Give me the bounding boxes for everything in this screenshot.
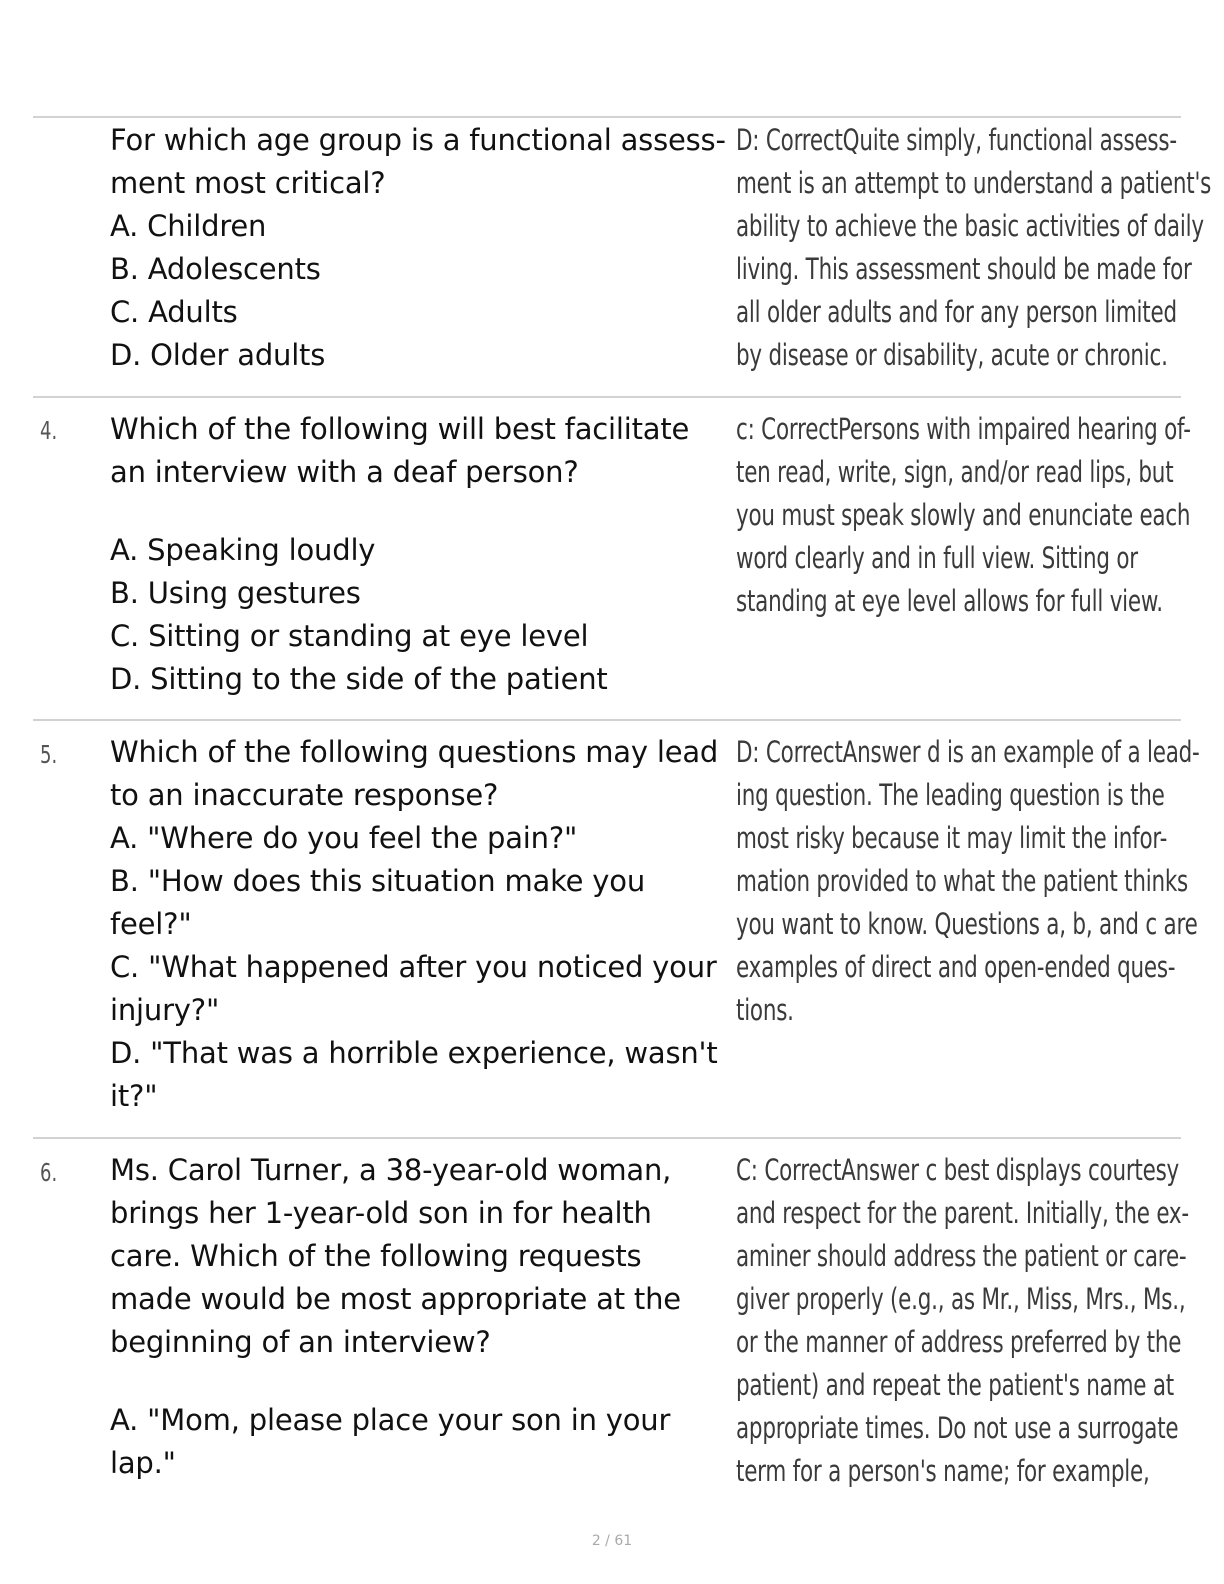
page-indicator: 2 / 61 bbox=[591, 1533, 633, 1549]
answer-explanation bbox=[736, 119, 1211, 377]
answer-line: patient) and repeat the patient's name at bbox=[736, 1368, 1174, 1402]
answer-line: ability to achieve the basic activities of daily bbox=[736, 209, 1204, 243]
question-line: Which of the following will best facilitate bbox=[110, 412, 690, 446]
option-c: C. Sitting or standing at eye level bbox=[110, 619, 589, 653]
answer-line: D: CorrectAnswer d is an example of a lead- bbox=[736, 735, 1200, 769]
option-b: B. Adolescents bbox=[110, 252, 321, 286]
question-line: made would be most appropriate at the bbox=[110, 1282, 681, 1316]
option-b: B. Using gestures bbox=[110, 576, 361, 610]
option-d: D. Older adults bbox=[110, 338, 326, 372]
option-d: D. Sitting to the side of the patient bbox=[110, 662, 608, 696]
answer-explanation bbox=[736, 1149, 1189, 1493]
question-line: For which age group is a functional assess- bbox=[110, 123, 726, 157]
answer-line: D: CorrectQuite simply, functional assess- bbox=[736, 123, 1177, 157]
question-line: Ms. Carol Turner, a 38-year-old woman, bbox=[110, 1153, 672, 1187]
answer-line: ing question. The leading question is the bbox=[736, 778, 1165, 812]
option-c: C. "What happened after you noticed your bbox=[110, 950, 717, 984]
option-a: A. Children bbox=[110, 209, 267, 243]
question-line: to an inaccurate response? bbox=[110, 778, 499, 812]
option-d-cont: it?" bbox=[110, 1079, 158, 1113]
question-number: 6. bbox=[40, 1158, 58, 1187]
divider bbox=[33, 1137, 1181, 1139]
answer-line: ment is an attempt to understand a patient's bbox=[736, 166, 1212, 200]
option-a: A. "Where do you feel the pain?" bbox=[110, 821, 578, 855]
question-line: beginning of an interview? bbox=[110, 1325, 491, 1359]
question-line: ment most critical? bbox=[110, 166, 386, 200]
question-line: an interview with a deaf person? bbox=[110, 455, 579, 489]
answer-line: or the manner of address preferred by the bbox=[736, 1325, 1182, 1359]
question-number: 5. bbox=[40, 740, 58, 769]
divider bbox=[33, 719, 1181, 721]
answer-line: term for a person's name; for example, bbox=[736, 1454, 1150, 1488]
answer-explanation bbox=[736, 731, 1200, 1032]
answer-line: ten read, write, sign, and/or read lips, but bbox=[736, 455, 1174, 489]
question-block bbox=[110, 731, 740, 1118]
answer-line: all older adults and for any person limited bbox=[736, 295, 1177, 329]
answer-line: by disease or disability, acute or chronic. bbox=[736, 338, 1168, 372]
divider bbox=[33, 116, 1181, 118]
option-a: A. "Mom, please place your son in your bbox=[110, 1403, 671, 1437]
answer-line: you must speak slowly and enunciate each bbox=[736, 498, 1191, 532]
divider bbox=[33, 396, 1181, 398]
answer-line: c: CorrectPersons with impaired hearing of- bbox=[736, 412, 1191, 446]
answer-line: giver properly (e.g., as Mr., Miss, Mrs., Ms., bbox=[736, 1282, 1186, 1316]
answer-line: most risky because it may limit the infor- bbox=[736, 821, 1168, 855]
answer-line: tions. bbox=[736, 993, 794, 1027]
option-b: B. "How does this situation make you bbox=[110, 864, 645, 898]
answer-line: appropriate times. Do not use a surrogate bbox=[736, 1411, 1179, 1445]
option-d: D. "That was a horrible experience, wasn't bbox=[110, 1036, 718, 1070]
option-a-cont: lap." bbox=[110, 1446, 176, 1480]
answer-line: C: CorrectAnswer c best displays courtesy bbox=[736, 1153, 1180, 1187]
question-number: 4. bbox=[40, 416, 58, 445]
question-line: care. Which of the following requests bbox=[110, 1239, 642, 1273]
answer-line: examples of direct and open-ended ques- bbox=[736, 950, 1176, 984]
answer-line: word clearly and in full view. Sitting or bbox=[736, 541, 1138, 575]
question-block bbox=[110, 1149, 740, 1485]
answer-line: you want to know. Questions a, b, and c are bbox=[736, 907, 1198, 941]
answer-line: living. This assessment should be made for bbox=[736, 252, 1192, 286]
option-a: A. Speaking loudly bbox=[110, 533, 376, 567]
answer-line: mation provided to what the patient thinks bbox=[736, 864, 1189, 898]
answer-line: aminer should address the patient or care- bbox=[736, 1239, 1187, 1273]
option-c: C. Adults bbox=[110, 295, 238, 329]
question-block bbox=[110, 119, 740, 377]
question-line: brings her 1-year-old son in for health bbox=[110, 1196, 652, 1230]
answer-line: and respect for the parent. Initially, the ex- bbox=[736, 1196, 1189, 1230]
question-line: Which of the following questions may lead bbox=[110, 735, 719, 769]
option-c-cont: injury?" bbox=[110, 993, 220, 1027]
option-b-cont: feel?" bbox=[110, 907, 192, 941]
answer-line: standing at eye level allows for full view. bbox=[736, 584, 1163, 618]
question-block bbox=[110, 408, 740, 701]
answer-explanation bbox=[736, 408, 1191, 623]
